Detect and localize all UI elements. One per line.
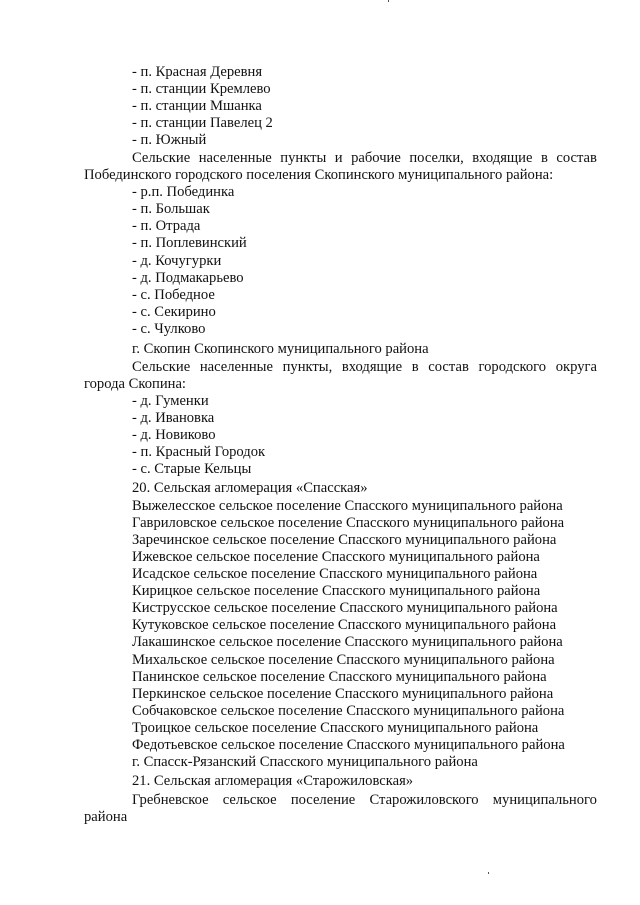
scan-mark (488, 872, 489, 874)
list-item: - п. Отрада (132, 218, 201, 234)
word: Старожиловского (369, 792, 479, 808)
scan-mark (388, 0, 389, 2)
word: населенные (199, 359, 273, 375)
list-item: - п. станции Павелец 2 (132, 115, 273, 131)
list-item: - п. Красный Городок (132, 444, 266, 460)
section-heading: 20. Сельская агломерация «Спасская» (132, 480, 368, 496)
paragraph-line (132, 359, 597, 376)
paragraph-line (132, 150, 597, 167)
list-item: - д. Ивановка (132, 410, 215, 426)
heading-line: г. Скопин Скопинского муниципального района (132, 341, 429, 357)
list-item: - с. Старые Кельцы (132, 461, 252, 477)
list-item: - с. Чулково (132, 321, 206, 337)
word: населенные (198, 150, 272, 166)
list-item: - п. Большак (132, 201, 210, 217)
word: пункты (280, 150, 327, 166)
word: Сельские (132, 150, 191, 166)
list-item: - с. Победное (132, 287, 215, 303)
section-heading: 21. Сельская агломерация «Старожиловская» (132, 773, 414, 789)
settlement-line: Михальское сельское поселение Спасского муниципального района (132, 652, 555, 668)
settlement-line: Лакашинское сельское поселение Спасского муниципального района (132, 634, 563, 650)
settlement-line: Кутуковское сельское поселение Спасского муниципального района (132, 617, 557, 633)
settlement-line: Гавриловское сельское поселение Спасского муниципального района (132, 515, 565, 531)
word: входящие (472, 150, 533, 166)
word: поселение (290, 792, 356, 808)
list-item: - п. Южный (132, 132, 207, 148)
settlement-line: Перкинское сельское поселение Спасского муниципального района (132, 686, 554, 702)
word: рабочие (351, 150, 401, 166)
word: в (411, 359, 419, 375)
list-item: - р.п. Побединка (132, 184, 235, 200)
word: муниципального (492, 792, 597, 808)
settlement-line: Панинское сельское поселение Спасского муниципального района (132, 669, 547, 685)
word: и (334, 150, 343, 166)
list-item: - п. станции Мшанка (132, 98, 262, 114)
paragraph-line: района (84, 809, 128, 825)
list-item: - д. Подмакарьево (132, 270, 244, 286)
settlement-line: Исадское сельское поселение Спасского муниципального района (132, 566, 538, 582)
word: городского (478, 359, 547, 375)
settlement-line: Кирицкое сельское поселение Спасского муниципального района (132, 583, 541, 599)
paragraph-line: города Скопина: (84, 376, 186, 392)
word: состав (556, 150, 597, 166)
settlement-line: Заречинское сельское поселение Спасского муниципального района (132, 532, 557, 548)
list-item: - п. Красная Деревня (132, 64, 263, 80)
list-item: - д. Кочугурки (132, 253, 222, 269)
settlement-line: г. Спасск-Рязанский Спасского муниципального района (132, 754, 478, 770)
settlement-line: Киструсское сельское поселение Спасского муниципального района (132, 600, 558, 616)
list-item: - д. Гуменки (132, 393, 209, 409)
word: входящие (341, 359, 403, 375)
word: поселки, (409, 150, 464, 166)
paragraph-line (132, 792, 597, 809)
word: в (540, 150, 548, 166)
settlement-line: Выжелесское сельское поселение Спасского муниципального района (132, 498, 563, 514)
list-item: - с. Секирино (132, 304, 216, 320)
settlement-line: Троицкое сельское поселение Спасского муниципального района (132, 720, 539, 736)
word: округа (555, 359, 597, 375)
word: Гребневское (132, 792, 209, 808)
list-item: - п. Поплевинский (132, 235, 247, 251)
settlement-line: Федотьевское сельское поселение Спасского муниципального района (132, 737, 565, 753)
list-item: - д. Новиково (132, 427, 216, 443)
list-item: - п. станции Кремлево (132, 81, 271, 97)
word: пункты, (282, 359, 333, 375)
settlement-line: Собчаковское сельское поселение Спасского муниципального района (132, 703, 565, 719)
word: состав (428, 359, 469, 375)
word: сельское (222, 792, 277, 808)
settlement-line: Ижевское сельское поселение Спасского муниципального района (132, 549, 540, 565)
word: Сельские (132, 359, 191, 375)
paragraph-line: Побединского городского поселения Скопинского муниципального района: (84, 167, 554, 183)
